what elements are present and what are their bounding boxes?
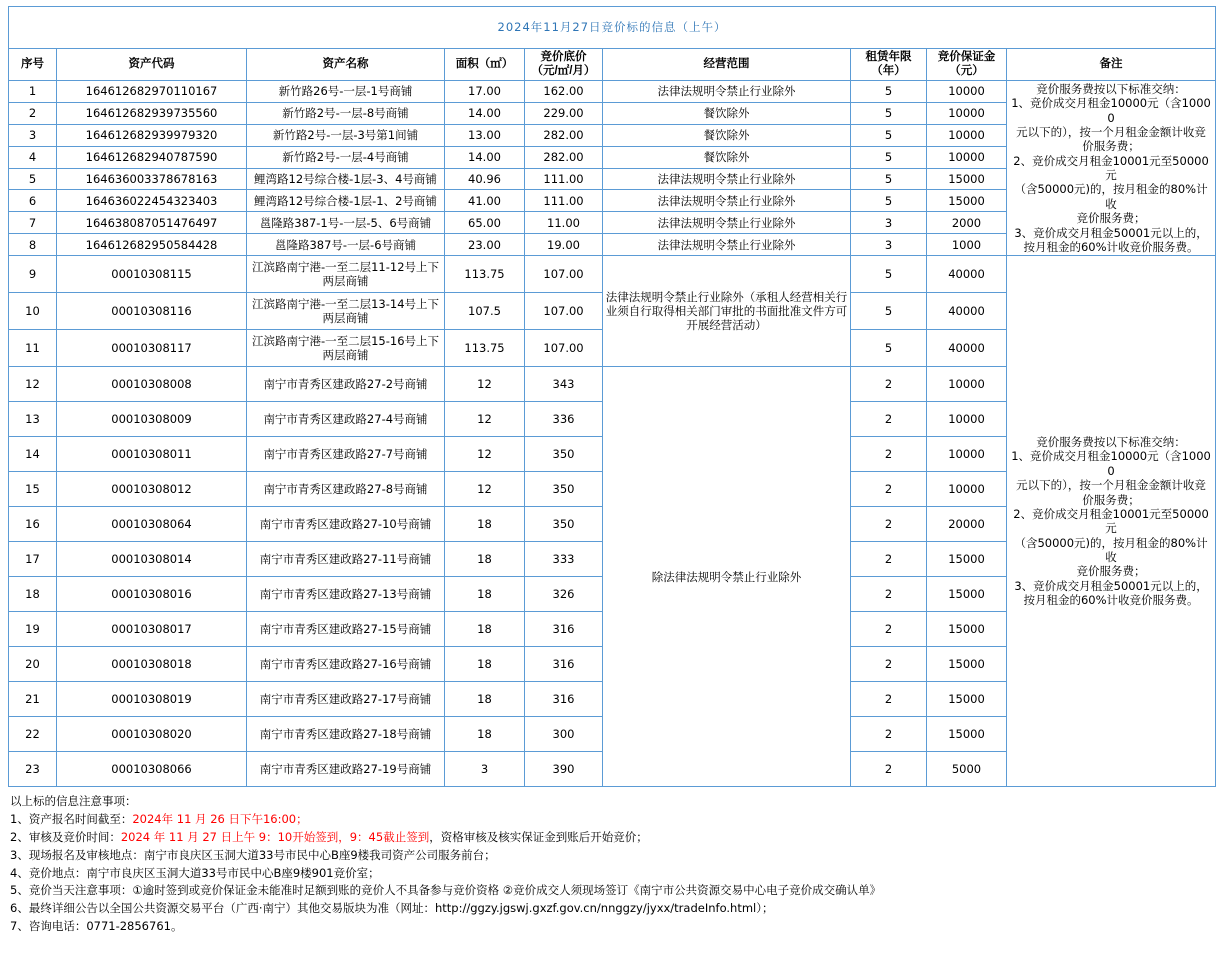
- row-business-scope: 法律法规明令禁止行业除外: [603, 80, 851, 102]
- row-area: 113.75: [445, 256, 525, 293]
- row-lease-years: 2: [851, 612, 927, 647]
- row-base-price: 350: [525, 437, 603, 472]
- row-deposit: 10000: [927, 472, 1007, 507]
- row-asset-code: 164636003378678163: [57, 168, 247, 190]
- row-no: 5: [9, 168, 57, 190]
- row-lease-years: 2: [851, 577, 927, 612]
- row-area: 14.00: [445, 146, 525, 168]
- row-area: 12: [445, 472, 525, 507]
- note-item-5: 5、竞价当天注意事项：①逾时签到或竞价保证金未能准时足额到账的竞价人不具备参与竞价资格 ②竞价成交人须现场签订《南宁市公共资源交易中心电子竞价成交确认单》: [10, 883, 882, 898]
- row-deposit: 5000: [927, 752, 1007, 787]
- row-area: 113.75: [445, 330, 525, 367]
- col-header-lease-years-line1: 租赁年限: [865, 51, 912, 63]
- row-area: 3: [445, 752, 525, 787]
- row-area: 12: [445, 437, 525, 472]
- row-asset-name: 南宁市青秀区建政路27-11号商铺: [247, 542, 445, 577]
- row-base-price: 111.00: [525, 190, 603, 212]
- row-asset-code: 164612682940787590: [57, 146, 247, 168]
- row-deposit: 10000: [927, 437, 1007, 472]
- col-header-area: 面积（㎡）: [445, 49, 525, 81]
- row-no: 3: [9, 124, 57, 146]
- row-lease-years: 5: [851, 293, 927, 330]
- row-asset-code: 164612682970110167: [57, 80, 247, 102]
- row-lease-years: 2: [851, 542, 927, 577]
- notes-section: [8, 793, 1215, 936]
- row-deposit: 10000: [927, 124, 1007, 146]
- row-deposit: 40000: [927, 330, 1007, 367]
- row-lease-years: 2: [851, 752, 927, 787]
- col-header-base-price: [525, 49, 603, 81]
- row-no: 22: [9, 717, 57, 752]
- row-asset-name: 南宁市青秀区建政路27-4号商铺: [247, 402, 445, 437]
- row-deposit: 10000: [927, 367, 1007, 402]
- row-lease-years: 2: [851, 472, 927, 507]
- row-deposit: 2000: [927, 212, 1007, 234]
- row-asset-code: 164636022454323403: [57, 190, 247, 212]
- row-deposit: 15000: [927, 168, 1007, 190]
- row-base-price: 316: [525, 682, 603, 717]
- row-base-price: 282.00: [525, 146, 603, 168]
- note-item-6: 6、最终详细公告以全国公共资源交易平台（广西·南宁）其他交易版块为准（网址：http://ggzy.jgswj.gxzf.gov.cn/nnggzy/jyxx/tradeInfo.html）；: [10, 901, 774, 916]
- row-deposit: 15000: [927, 577, 1007, 612]
- row-asset-code: 00010308008: [57, 367, 247, 402]
- row-asset-code: 164612682939735560: [57, 102, 247, 124]
- row-lease-years: 2: [851, 367, 927, 402]
- note-item-3: 3、现场报名及审核地点：南宁市良庆区玉洞大道33号市民中心B座9楼我司资产公司服务前台；: [10, 847, 496, 862]
- col-header-asset-code: 资产代码: [57, 49, 247, 81]
- row-deposit: 10000: [927, 402, 1007, 437]
- row-no: 19: [9, 612, 57, 647]
- row-asset-name: 南宁市青秀区建政路27-16号商铺: [247, 647, 445, 682]
- row-asset-code: 00010308115: [57, 256, 247, 293]
- row-area: 40.96: [445, 168, 525, 190]
- row-asset-name: 邕隆路387号-一层-6号商铺: [247, 234, 445, 256]
- row-base-price: 336: [525, 402, 603, 437]
- col-header-no: 序号: [9, 49, 57, 81]
- row-no: 1: [9, 80, 57, 102]
- row-deposit: 40000: [927, 256, 1007, 293]
- row-area: 18: [445, 507, 525, 542]
- row-deposit: 10000: [927, 146, 1007, 168]
- row-no: 4: [9, 146, 57, 168]
- row-asset-name: 新竹路26号-一层-1号商铺: [247, 80, 445, 102]
- row-asset-name: 南宁市青秀区建政路27-8号商铺: [247, 472, 445, 507]
- row-lease-years: 2: [851, 507, 927, 542]
- row-base-price: 282.00: [525, 124, 603, 146]
- row-asset-name: 南宁市青秀区建政路27-15号商铺: [247, 612, 445, 647]
- row-base-price: 316: [525, 612, 603, 647]
- row-asset-name: 江滨路南宁港-一至二层13-14号上下两层商铺: [247, 293, 445, 330]
- row-lease-years: 5: [851, 330, 927, 367]
- row-base-price: 229.00: [525, 102, 603, 124]
- row-base-price: 350: [525, 507, 603, 542]
- row-area: 65.00: [445, 212, 525, 234]
- remark-block-a: [1007, 80, 1216, 256]
- row-base-price: 107.00: [525, 330, 603, 367]
- col-header-asset-name: 资产名称: [247, 49, 445, 81]
- row-lease-years: 3: [851, 234, 927, 256]
- row-deposit: 1000: [927, 234, 1007, 256]
- row-lease-years: 2: [851, 402, 927, 437]
- row-base-price: 333: [525, 542, 603, 577]
- row-no: 10: [9, 293, 57, 330]
- note-item-4: 4、竞价地点：南宁市良庆区玉洞大道33号市民中心B座9楼901竞价室；: [10, 865, 380, 880]
- row-no: 18: [9, 577, 57, 612]
- remark-block-b: [1007, 256, 1216, 787]
- row-deposit: 15000: [927, 542, 1007, 577]
- row-business-scope-merged: 除法律法规明令禁止行业除外: [603, 367, 851, 787]
- row-no: 13: [9, 402, 57, 437]
- row-deposit: 10000: [927, 102, 1007, 124]
- row-business-scope: 餐饮除外: [603, 124, 851, 146]
- row-no: 20: [9, 647, 57, 682]
- note-item-2: 2、审核及竞价时间：2024 年 11 月 27 日上午 9：10开始签到，9：45截止签到，资格审核及核实保证金到账后开始竞价；: [10, 829, 648, 844]
- table-row: [9, 256, 1216, 293]
- row-asset-code: 00010308009: [57, 402, 247, 437]
- row-base-price: 11.00: [525, 212, 603, 234]
- row-no: 17: [9, 542, 57, 577]
- row-lease-years: 2: [851, 437, 927, 472]
- row-area: 17.00: [445, 80, 525, 102]
- col-header-lease-years-line2: （年）: [871, 65, 906, 78]
- row-lease-years: 3: [851, 212, 927, 234]
- row-lease-years: 5: [851, 190, 927, 212]
- row-no: 8: [9, 234, 57, 256]
- row-asset-code: 00010308018: [57, 647, 247, 682]
- auction-listing-table: [8, 6, 1216, 787]
- row-base-price: 350: [525, 472, 603, 507]
- row-deposit: 20000: [927, 507, 1007, 542]
- row-asset-code: 00010308017: [57, 612, 247, 647]
- col-header-deposit-line1: 竞价保证金: [937, 51, 996, 63]
- row-business-scope: 餐饮除外: [603, 102, 851, 124]
- row-asset-code: 00010308066: [57, 752, 247, 787]
- note-item-1: 1、资产报名时间截至：2024年 11 月 26 日下午16:00；: [10, 812, 308, 827]
- row-no: 6: [9, 190, 57, 212]
- row-base-price: 300: [525, 717, 603, 752]
- row-area: 23.00: [445, 234, 525, 256]
- row-asset-code: 00010308020: [57, 717, 247, 752]
- row-lease-years: 5: [851, 256, 927, 293]
- row-asset-code: 00010308012: [57, 472, 247, 507]
- row-asset-name: 江滨路南宁港-一至二层11-12号上下两层商铺: [247, 256, 445, 293]
- row-business-scope: 法律法规明令禁止行业除外: [603, 190, 851, 212]
- row-lease-years: 5: [851, 146, 927, 168]
- row-asset-name: 南宁市青秀区建政路27-13号商铺: [247, 577, 445, 612]
- col-header-business-scope: 经营范围: [603, 49, 851, 81]
- row-business-scope: 法律法规明令禁止行业除外: [603, 234, 851, 256]
- row-asset-code: 00010308016: [57, 577, 247, 612]
- row-lease-years: 2: [851, 647, 927, 682]
- row-base-price: 343: [525, 367, 603, 402]
- remark-block-b-text: 竞价服务费按以下标准交纳： 1、竞价成交月租金10000元（含10000 元以下的），按一个月租金金额计收竞 价服务费； 2、竞价成交月租金10001元至50000元 （含50000元)的，按月租金的80%计收 竞价服务费； 3、竞价成交月租金50001元以上的， 按月租金的60%计收竞价服务费。: [1011, 435, 1211, 608]
- row-no: 9: [9, 256, 57, 293]
- row-deposit: 15000: [927, 190, 1007, 212]
- row-lease-years: 5: [851, 168, 927, 190]
- row-asset-name: 鲤湾路12号综合楼-1层-3、4号商铺: [247, 168, 445, 190]
- row-asset-name: 南宁市青秀区建政路27-17号商铺: [247, 682, 445, 717]
- row-asset-name: 南宁市青秀区建政路27-19号商铺: [247, 752, 445, 787]
- col-header-base-price-line2: （元/㎡/月）: [531, 65, 596, 78]
- row-no: 16: [9, 507, 57, 542]
- row-lease-years: 5: [851, 124, 927, 146]
- row-business-scope-merged: 法律法规明令禁止行业除外（承租人经营相关行业须自行取得相关部门审批的书面批准文件方可开展经营活动）: [603, 256, 851, 367]
- col-header-lease-years: [851, 49, 927, 81]
- row-area: 12: [445, 402, 525, 437]
- row-base-price: 107.00: [525, 256, 603, 293]
- row-asset-name: 新竹路2号-一层-4号商铺: [247, 146, 445, 168]
- row-lease-years: 5: [851, 80, 927, 102]
- row-no: 21: [9, 682, 57, 717]
- col-header-deposit: [927, 49, 1007, 81]
- col-header-remark: 备注: [1007, 49, 1216, 81]
- row-asset-name: 鲤湾路12号综合楼-1层-1、2号商铺: [247, 190, 445, 212]
- row-deposit: 10000: [927, 80, 1007, 102]
- row-area: 18: [445, 577, 525, 612]
- row-base-price: 111.00: [525, 168, 603, 190]
- row-asset-name: 南宁市青秀区建政路27-10号商铺: [247, 507, 445, 542]
- row-no: 15: [9, 472, 57, 507]
- row-area: 18: [445, 647, 525, 682]
- row-asset-name: 南宁市青秀区建政路27-7号商铺: [247, 437, 445, 472]
- row-asset-name: 新竹路2号-一层-8号商铺: [247, 102, 445, 124]
- row-business-scope: 餐饮除外: [603, 146, 851, 168]
- page-title: 2024年11月27日竞价标的信息（上午）: [9, 7, 1216, 49]
- row-area: 18: [445, 612, 525, 647]
- row-base-price: 107.00: [525, 293, 603, 330]
- row-no: 12: [9, 367, 57, 402]
- row-area: 12: [445, 367, 525, 402]
- row-area: 41.00: [445, 190, 525, 212]
- note-item-7: 7、咨询电话：0771-2856761。: [10, 918, 183, 933]
- row-asset-code: 00010308019: [57, 682, 247, 717]
- row-asset-code: 00010308014: [57, 542, 247, 577]
- row-area: 18: [445, 717, 525, 752]
- remark-block-a-text: 竞价服务费按以下标准交纳： 1、竞价成交月租金10000元（含10000 元以下的），按一个月租金金额计收竞 价服务费； 2、竞价成交月租金10001元至50000元 （含50000元)的，按月租金的80%计收 竞价服务费； 3、竞价成交月租金50001元以上的， 按月租金的60%计收竞价服务费。: [1011, 81, 1211, 254]
- row-no: 2: [9, 102, 57, 124]
- row-asset-name: 南宁市青秀区建政路27-2号商铺: [247, 367, 445, 402]
- col-header-base-price-line1: 竞价底价: [540, 51, 587, 63]
- row-deposit: 15000: [927, 682, 1007, 717]
- row-asset-code: 00010308117: [57, 330, 247, 367]
- row-business-scope: 法律法规明令禁止行业除外: [603, 212, 851, 234]
- row-base-price: 19.00: [525, 234, 603, 256]
- row-base-price: 162.00: [525, 80, 603, 102]
- row-area: 14.00: [445, 102, 525, 124]
- row-asset-code: 164638087051476497: [57, 212, 247, 234]
- row-asset-code: 00010308011: [57, 437, 247, 472]
- row-business-scope: 法律法规明令禁止行业除外: [603, 168, 851, 190]
- row-asset-code: 164612682950584428: [57, 234, 247, 256]
- row-asset-code: 00010308064: [57, 507, 247, 542]
- row-lease-years: 2: [851, 682, 927, 717]
- row-deposit: 15000: [927, 717, 1007, 752]
- row-asset-code: 00010308116: [57, 293, 247, 330]
- row-deposit: 15000: [927, 647, 1007, 682]
- row-base-price: 326: [525, 577, 603, 612]
- row-no: 23: [9, 752, 57, 787]
- row-lease-years: 5: [851, 102, 927, 124]
- row-area: 18: [445, 682, 525, 717]
- row-asset-name: 新竹路2号-一层-3号第1间铺: [247, 124, 445, 146]
- table-row: [9, 80, 1216, 102]
- row-asset-name: 南宁市青秀区建政路27-18号商铺: [247, 717, 445, 752]
- row-deposit: 15000: [927, 612, 1007, 647]
- title-row: [9, 7, 1216, 49]
- row-area: 107.5: [445, 293, 525, 330]
- row-asset-name: 邕隆路387-1号-一层-5、6号商铺: [247, 212, 445, 234]
- row-no: 11: [9, 330, 57, 367]
- row-base-price: 390: [525, 752, 603, 787]
- header-row: [9, 49, 1216, 81]
- col-header-deposit-line2: （元）: [949, 65, 984, 78]
- row-asset-code: 164612682939979320: [57, 124, 247, 146]
- row-base-price: 316: [525, 647, 603, 682]
- row-area: 13.00: [445, 124, 525, 146]
- row-no: 7: [9, 212, 57, 234]
- row-lease-years: 2: [851, 717, 927, 752]
- row-asset-name: 江滨路南宁港-一至二层15-16号上下两层商铺: [247, 330, 445, 367]
- row-area: 18: [445, 542, 525, 577]
- row-no: 14: [9, 437, 57, 472]
- notes-heading: 以上标的信息注意事项：: [10, 794, 137, 809]
- row-deposit: 40000: [927, 293, 1007, 330]
